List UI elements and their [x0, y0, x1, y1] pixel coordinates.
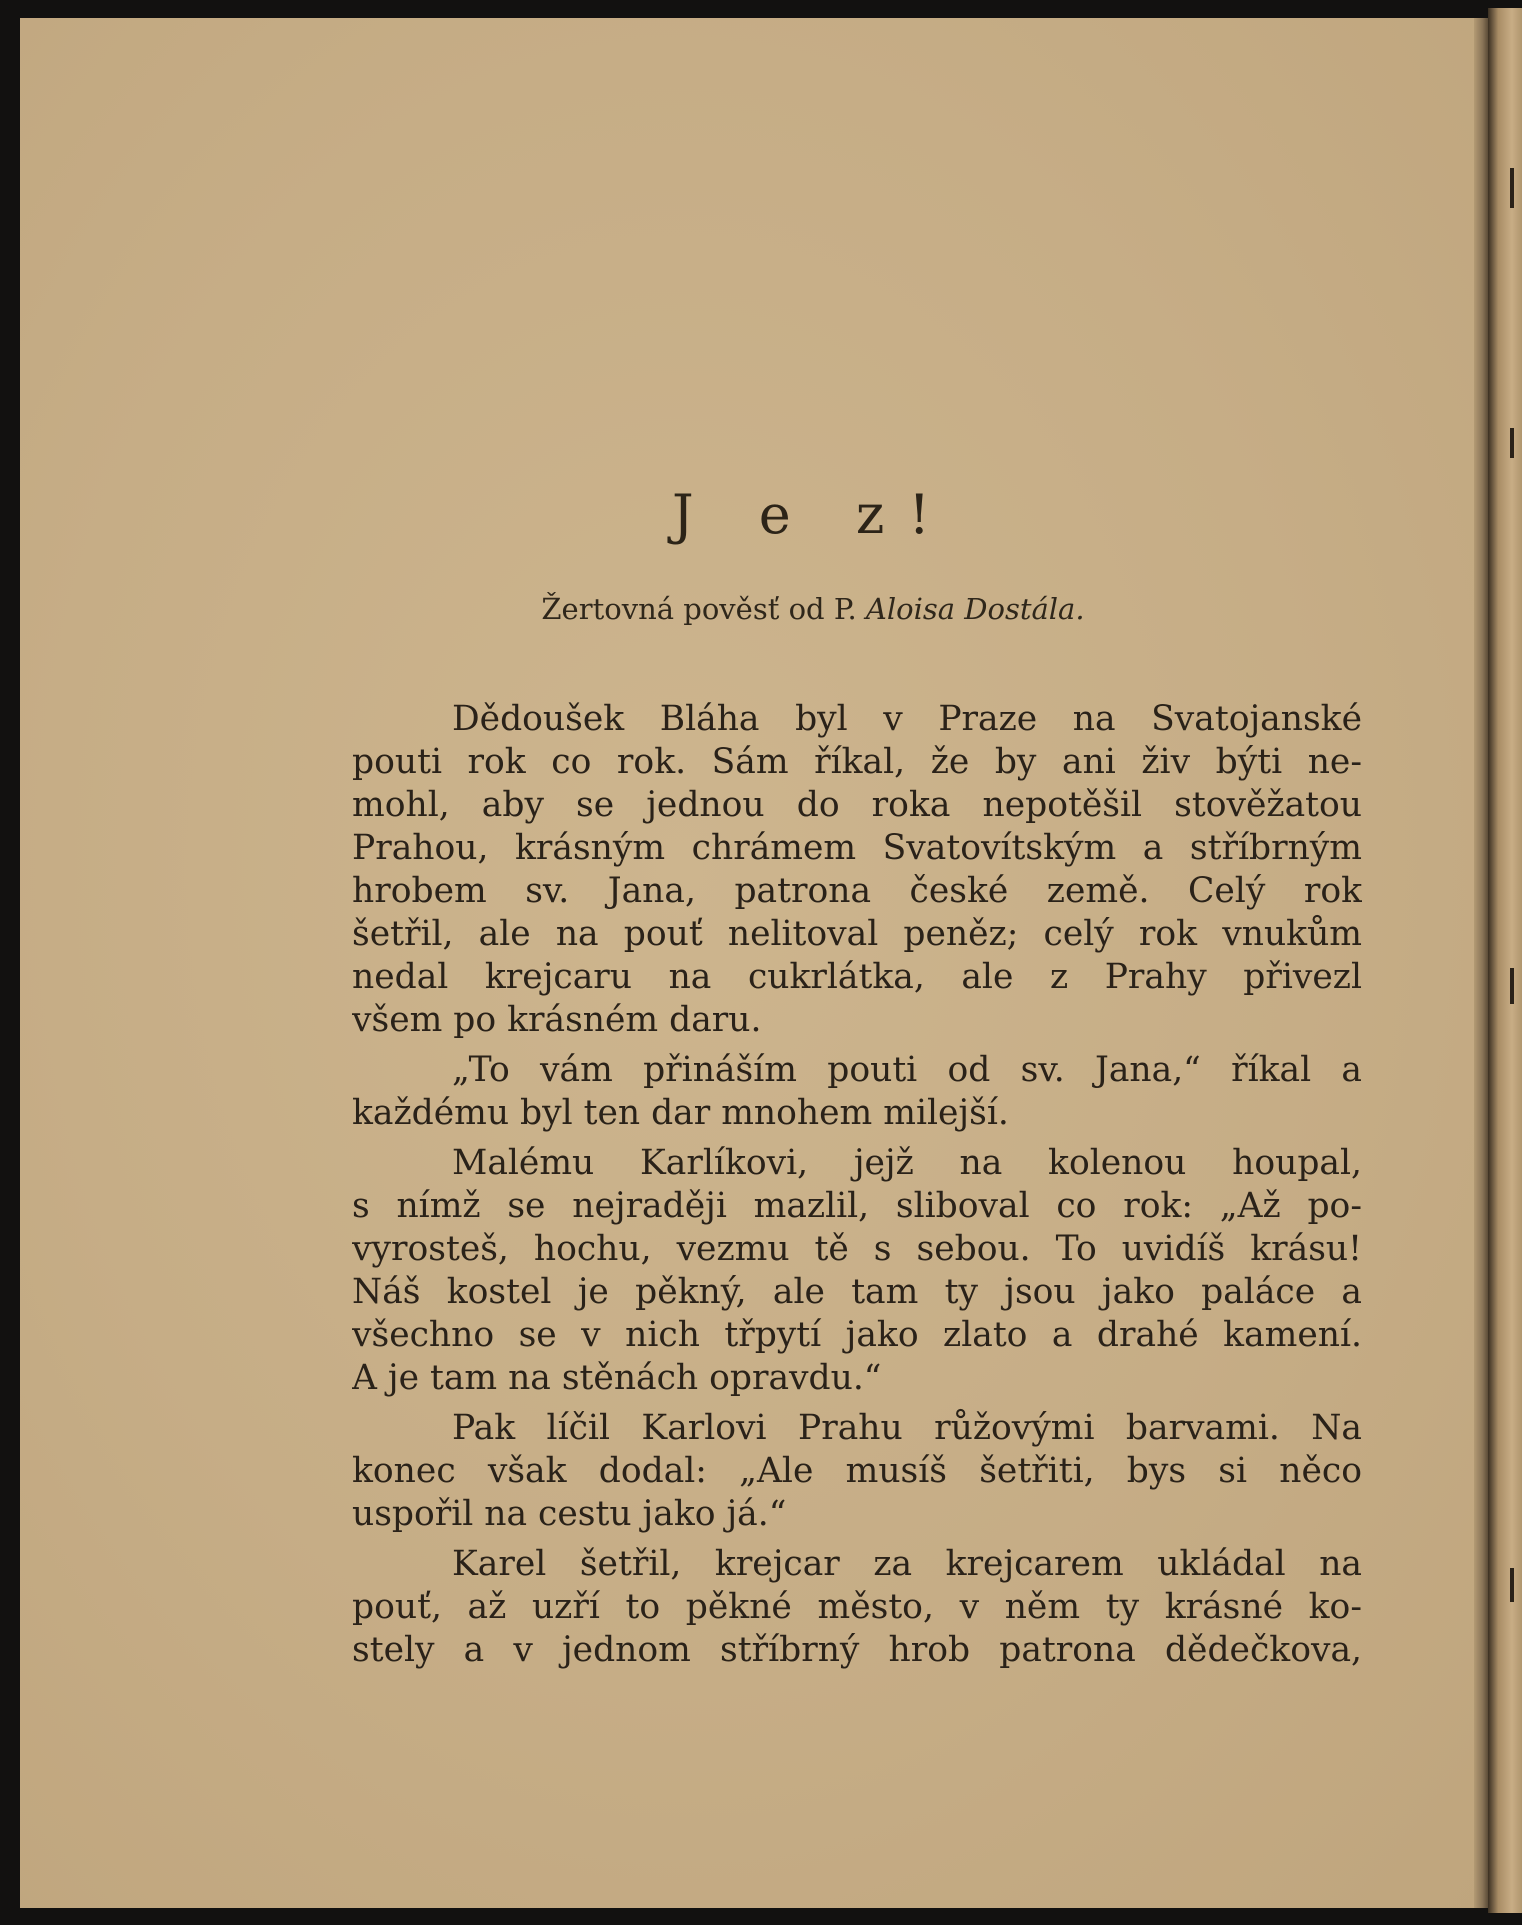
text-line: Náš kostel je pěkný, ale tam ty jsou jako paláce a: [352, 1272, 1362, 1312]
story-body: [352, 698, 1362, 1679]
paragraph: [352, 1049, 1362, 1135]
subtitle-prefix: Žertovná pověsť od P.: [541, 592, 866, 626]
text-line: Prahou, krásným chrámem Svatovítským a stříbrným: [352, 828, 1362, 868]
text-line: Malému Karlíkovi, jejž na kolenou houpal,: [452, 1143, 1362, 1183]
text-line: konec však dodal: „Ale musíš šetřiti, bys si něco: [352, 1451, 1362, 1491]
text-line: všem po krásném daru.: [352, 1000, 762, 1040]
edge-mark: [1510, 168, 1514, 208]
paragraph: [352, 698, 1362, 1042]
paragraph: [352, 1407, 1362, 1536]
page-edge: [1474, 18, 1488, 1908]
text-line: Karel šetřil, krejcar za krejcarem ukládal na: [452, 1544, 1362, 1584]
book-page: [20, 18, 1488, 1908]
text-line: nedal krejcaru na cukrlátka, ale z Prahy přivezl: [352, 957, 1362, 997]
text-line: A je tam na stěnách opravdu.“: [352, 1358, 882, 1398]
text-line: „To vám přináším pouti od sv. Jana,“ říkal a: [452, 1050, 1362, 1090]
story-subtitle: [20, 592, 1488, 626]
text-line: uspořil na cestu jako já.“: [352, 1494, 787, 1534]
text-line: pouti rok co rok. Sám říkal, že by ani živ býti ne-: [352, 742, 1362, 782]
author-name: Aloisa Dostála.: [865, 592, 1085, 626]
text-line: s nímž se nejraději mazlil, sliboval co rok: „Až po-: [352, 1186, 1362, 1226]
edge-mark: [1510, 968, 1514, 1004]
text-line: každému byl ten dar mnohem milejší.: [352, 1093, 1009, 1133]
edge-mark: [1510, 428, 1514, 458]
adjacent-page-edge: [1488, 8, 1522, 1913]
text-line: Dědoušek Bláha byl v Praze na Svatojanské: [452, 699, 1362, 739]
text-line: vyrosteš, hochu, vezmu tě s sebou. To uvidíš krásu!: [352, 1229, 1362, 1269]
story-title: J e z!: [671, 483, 955, 546]
paragraph: [352, 1543, 1362, 1672]
paragraph: [352, 1142, 1362, 1400]
text-line: všechno se v nich třpytí jako zlato a drahé kamení.: [352, 1315, 1362, 1355]
text-line: Pak líčil Karlovi Prahu růžovými barvami. Na: [452, 1408, 1362, 1448]
text-line: šetřil, ale na pouť nelitoval peněz; celý rok vnukům: [352, 914, 1362, 954]
edge-mark: [1510, 1568, 1514, 1602]
text-line: pouť, až uzří to pěkné město, v něm ty krásné ko-: [352, 1587, 1362, 1627]
text-line: stely a v jednom stříbrný hrob patrona dědečkova,: [352, 1630, 1362, 1670]
text-line: hrobem sv. Jana, patrona české země. Celý rok: [352, 871, 1362, 911]
text-line: mohl, aby se jednou do roka nepotěšil stověžatou: [352, 785, 1362, 825]
